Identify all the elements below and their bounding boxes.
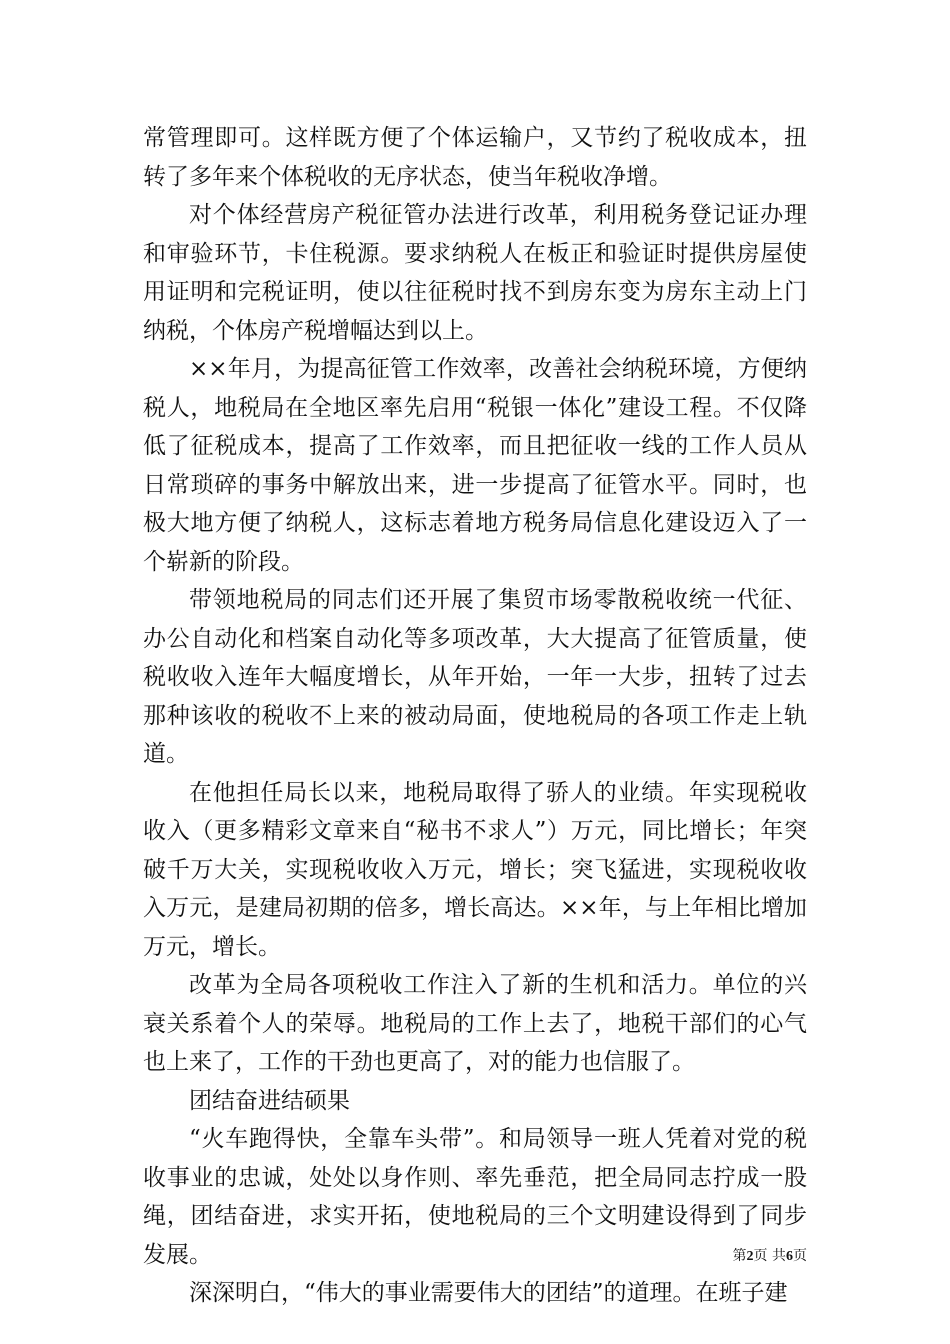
total-pages-number: 6 — [786, 1249, 793, 1264]
paragraph-8: 深深明白，“伟大的事业需要伟大的团结”的道理。在班子建 — [189, 1280, 788, 1306]
paragraph-6: 改革为全局各项税收工作注入了新的生机和活力。单位的兴衰关系着个人的荣辱。地税局的工作上去了，地税干部们的心气也上来了，工作的干劲也更高了，对的能力也信服了。 — [143, 972, 807, 1075]
page-footer — [733, 1246, 807, 1267]
paragraph-5: 在他担任局长以来，地税局取得了骄人的业绩。年实现税收收入（更多精彩文章来自“秘书不求人”）万元，同比增长；年突破千万大关，实现税收收入万元，增长；突飞猛进，实现税收收入万元，是建局初期的倍多，增长高达。××年，与上年相比增加万元，增长。 — [143, 779, 807, 960]
paragraph-4: 带领地税局的同志们还开展了集贸市场零散税收统一代征、办公自动化和档案自动化等多项改革，大大提高了征管质量，使税收收入连年大幅度增长，从年开始，一年一大步，扭转了过去那种该收的税收不上来的被动局面，使地税局的各项工作走上轨道。 — [143, 587, 807, 767]
footer-middle: 页 共 — [753, 1248, 786, 1264]
section-heading: 团结奋进结硕果 — [189, 1087, 350, 1114]
paragraph-1: 常管理即可。这样既方便了个体运输户，又节约了税收成本，扭转了多年来个体税收的无序状态，使当年税收净增。 — [143, 125, 807, 190]
document-body — [143, 119, 807, 1313]
paragraph-2: 对个体经营房产税征管办法进行改革，利用税务登记证办理和审验环节，卡住税源。要求纳税人在板正和验证时提供房屋使用证明和完税证明，使以往征税时找不到房东变为房东主动上门纳税，个体房产税增幅达到以上。 — [143, 202, 807, 344]
footer-prefix: 第 — [732, 1248, 747, 1264]
paragraph-3: ××年月，为提高征管工作效率，改善社会纳税环境，方便纳税人，地税局在全地区率先启用“税银一体化”建设工程。不仅降低了征税成本，提高了工作效率，而且把征收一线的工作人员从日常琐碎的事务中解放出来，进一步提高了征管水平。同时，也极大地方便了纳税人，这标志着地方税务局信息化建设迈入了一个崭新的阶段。 — [143, 356, 807, 575]
footer-suffix: 页 — [793, 1248, 807, 1264]
paragraph-7: “火车跑得快，全靠车头带”。和局领导一班人凭着对党的税收事业的忠诚，处处以身作则、率先垂范，把全局同志拧成一股绳，团结奋进，求实开拓，使地税局的三个文明建设得到了同步发展。 — [143, 1126, 807, 1268]
current-page-number: 2 — [746, 1249, 754, 1264]
